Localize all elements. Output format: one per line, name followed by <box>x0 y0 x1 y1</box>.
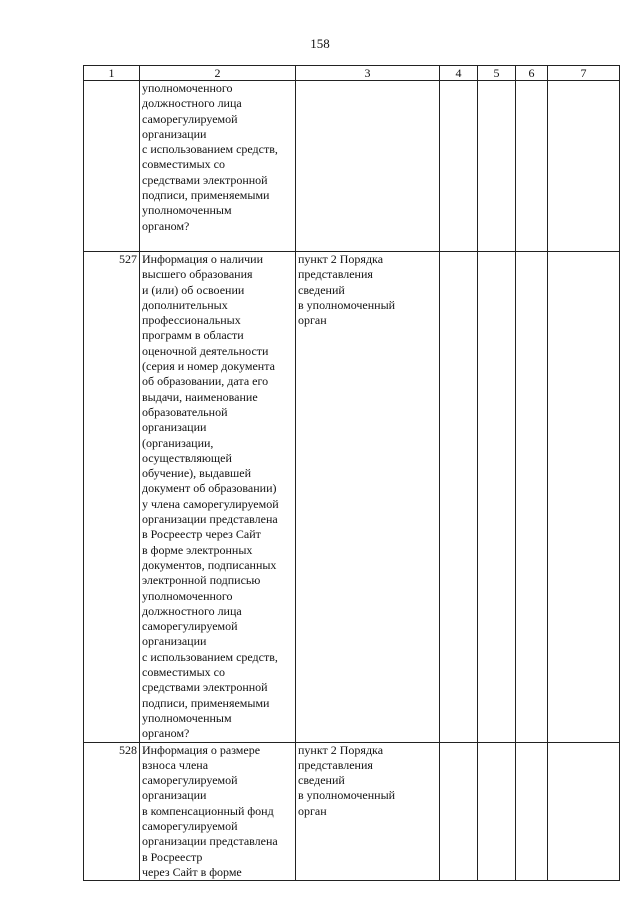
text-line: представления <box>298 757 373 772</box>
text-line: представления <box>298 267 373 282</box>
text-line: в Росреестр <box>142 849 203 864</box>
text-line: и (или) об освоении <box>142 282 245 297</box>
text-line: организации <box>142 788 207 803</box>
page-number: 158 <box>310 36 330 51</box>
answer-cell <box>516 252 548 743</box>
row-number: 528 <box>84 742 140 881</box>
question-text <box>140 742 296 881</box>
text-line: осуществляющей <box>142 450 232 465</box>
text-line: в уполномоченный <box>298 788 396 803</box>
text-line: средствами электронной <box>142 172 268 187</box>
row-number <box>84 81 140 252</box>
column-header: 7 <box>548 66 620 81</box>
text-line: уполномоченного <box>142 81 233 95</box>
text-line: профессиональных <box>142 313 241 328</box>
text-line: пункт 2 Порядка <box>298 742 384 757</box>
text-line: органом? <box>142 218 190 233</box>
text-line: в форме электронных <box>142 542 253 557</box>
column-header: 3 <box>296 66 440 81</box>
answer-cell <box>440 742 478 881</box>
text-line: органом? <box>142 726 190 741</box>
text-line: совместимых со <box>142 665 225 680</box>
column-header: 6 <box>516 66 548 81</box>
text-line: должностного лица <box>142 603 242 618</box>
legal-reference <box>296 81 440 252</box>
text-line: подписи, применяемыми <box>142 695 270 710</box>
answer-cell <box>478 742 516 881</box>
text-line: электронной подписью <box>142 573 261 588</box>
column-header: 5 <box>478 66 516 81</box>
text-line: саморегулируемой <box>142 818 238 833</box>
text-line: орган <box>298 313 327 328</box>
text-line: с использованием средств, <box>142 649 278 664</box>
text-line: организации представлена <box>142 834 278 849</box>
answer-cell <box>548 252 620 743</box>
text-line: документов, подписанных <box>142 557 277 572</box>
legal-reference <box>296 252 440 743</box>
text-line: через Сайт в форме <box>142 864 242 879</box>
text-line: саморегулируемой <box>142 111 238 126</box>
text-line: дополнительных <box>142 297 228 312</box>
text-line: документ об образовании) <box>142 481 277 496</box>
question-text <box>140 252 296 743</box>
row-number: 527 <box>84 252 140 743</box>
question-text <box>140 81 296 252</box>
text-line: выдачи, наименование <box>142 389 258 404</box>
text-line: организации <box>142 126 207 141</box>
table-row <box>84 742 620 881</box>
answer-cell <box>478 252 516 743</box>
text-line: орган <box>298 803 327 818</box>
text-line: у члена саморегулируемой <box>142 496 279 511</box>
text-line: средствами электронной <box>142 680 268 695</box>
text-line: организации представлена <box>142 512 278 527</box>
text-line: саморегулируемой <box>142 619 238 634</box>
answer-cell <box>440 252 478 743</box>
text-line: совместимых со <box>142 157 225 172</box>
text-line: взноса члена <box>142 757 209 772</box>
text-line: организации <box>142 634 207 649</box>
answer-cell <box>516 742 548 881</box>
text-line: саморегулируемой <box>142 773 238 788</box>
text-line: (серия и номер документа <box>142 359 275 374</box>
text-line: организации <box>142 420 207 435</box>
text-line: в компенсационный фонд <box>142 803 274 818</box>
column-header: 2 <box>140 66 296 81</box>
answer-cell <box>548 81 620 252</box>
text-line: сведений <box>298 282 345 297</box>
table-row <box>84 252 620 743</box>
text-line: образовательной <box>142 404 228 419</box>
text-line: пункт 2 Порядка <box>298 252 384 266</box>
answer-cell <box>516 81 548 252</box>
table-header-row <box>84 66 620 81</box>
text-line: обучение), выдавшей <box>142 466 251 481</box>
text-line: уполномоченным <box>142 203 232 218</box>
text-line: подписи, применяемыми <box>142 188 270 203</box>
answer-cell <box>440 81 478 252</box>
text-line: программ в области <box>142 328 244 343</box>
table-row <box>84 81 620 252</box>
text-line: об образовании, дата его <box>142 374 269 389</box>
column-header: 4 <box>440 66 478 81</box>
text-line: в Росреестр через Сайт <box>142 527 261 542</box>
column-header: 1 <box>84 66 140 81</box>
text-line: сведений <box>298 773 345 788</box>
text-line: уполномоченного <box>142 588 233 603</box>
text-line: оценочной деятельности <box>142 343 269 358</box>
document-table <box>83 65 620 881</box>
text-line: высшего образования <box>142 267 253 282</box>
text-line: Информация о наличии <box>142 252 264 266</box>
text-line: в уполномоченный <box>298 297 396 312</box>
answer-cell <box>478 81 516 252</box>
legal-reference <box>296 742 440 881</box>
text-line: уполномоченным <box>142 710 232 725</box>
text-line: (организации, <box>142 435 214 450</box>
answer-cell <box>548 742 620 881</box>
text-line: должностного лица <box>142 96 242 111</box>
text-line: Информация о размере <box>142 742 261 757</box>
text-line: с использованием средств, <box>142 142 278 157</box>
